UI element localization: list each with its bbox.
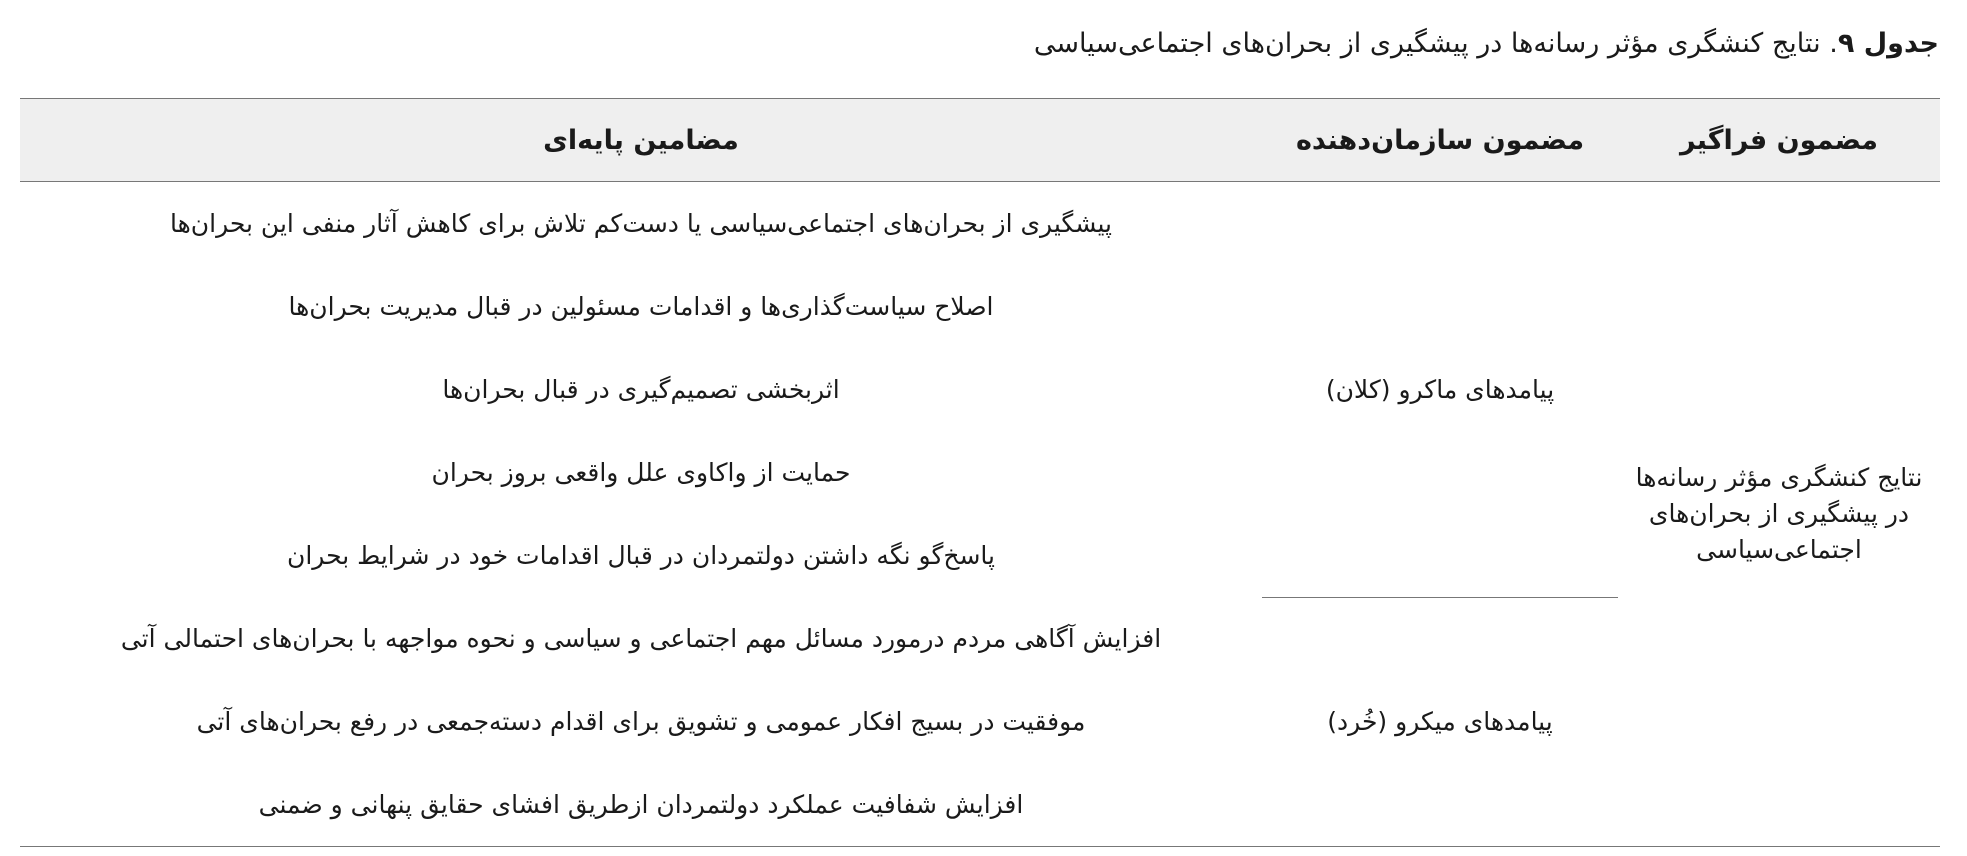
global-theme-cell bbox=[1618, 182, 1940, 847]
basic-theme-cell: افزایش آگاهی مردم درمورد مسائل مهم اجتماعی و سیاسی و نحوه مواجهه با بحران‌های احتمالی آتی bbox=[120, 624, 1162, 653]
table-caption bbox=[1034, 28, 1939, 59]
organizing-theme-micro: پیامدهای میکرو (خُرد) bbox=[1262, 597, 1618, 847]
header-basic-themes: مضامین پایه‌ای bbox=[20, 99, 1262, 182]
header-organizing-theme: مضمون سازمان‌دهنده bbox=[1262, 99, 1618, 182]
basic-theme-cell: حمایت از واکاوی علل واقعی بروز بحران bbox=[431, 458, 851, 487]
organizing-theme-macro: پیامدهای ماکرو (کلان) bbox=[1262, 182, 1618, 598]
basic-theme-cell: اصلاح سیاست‌گذاری‌ها و اقدامات مسئولین در قبال مدیریت بحران‌ها bbox=[288, 292, 994, 321]
basic-theme-cell: پاسخ‌گو نگه داشتن دولتمردان در قبال اقدامات خود در شرایط بحران bbox=[286, 541, 996, 570]
basic-theme-cell: افزایش شفافیت عملکرد دولتمردان ازطریق افشای حقایق پنهانی و ضمنی bbox=[20, 763, 1262, 847]
global-theme-text: نتایج کنشگری مؤثر رسانه‌ها در پیشگیری از بحران‌های اجتماعی‌سیاسی bbox=[1635, 462, 1923, 565]
table-header-row bbox=[20, 99, 1940, 182]
header-global-theme: مضمون فراگیر bbox=[1618, 99, 1940, 182]
caption-text: . نتایج کنشگری مؤثر رسانه‌ها در پیشگیری از بحران‌های اجتماعی‌سیاسی bbox=[1033, 28, 1838, 59]
results-table bbox=[20, 98, 1940, 847]
table-row bbox=[20, 182, 1940, 266]
basic-theme-cell: موفقیت در بسیج افکار عمومی و تشویق برای اقدام دسته‌جمعی در رفع بحران‌های آتی bbox=[196, 707, 1086, 736]
basic-theme-cell: اثربخشی تصمیم‌گیری در قبال بحران‌ها bbox=[442, 375, 840, 404]
basic-theme-cell: پیشگیری از بحران‌های اجتماعی‌سیاسی یا دست‌کم تلاش برای کاهش آثار منفی این بحران‌ها bbox=[169, 209, 1113, 238]
caption-label: جدول ۹ bbox=[1837, 28, 1939, 59]
